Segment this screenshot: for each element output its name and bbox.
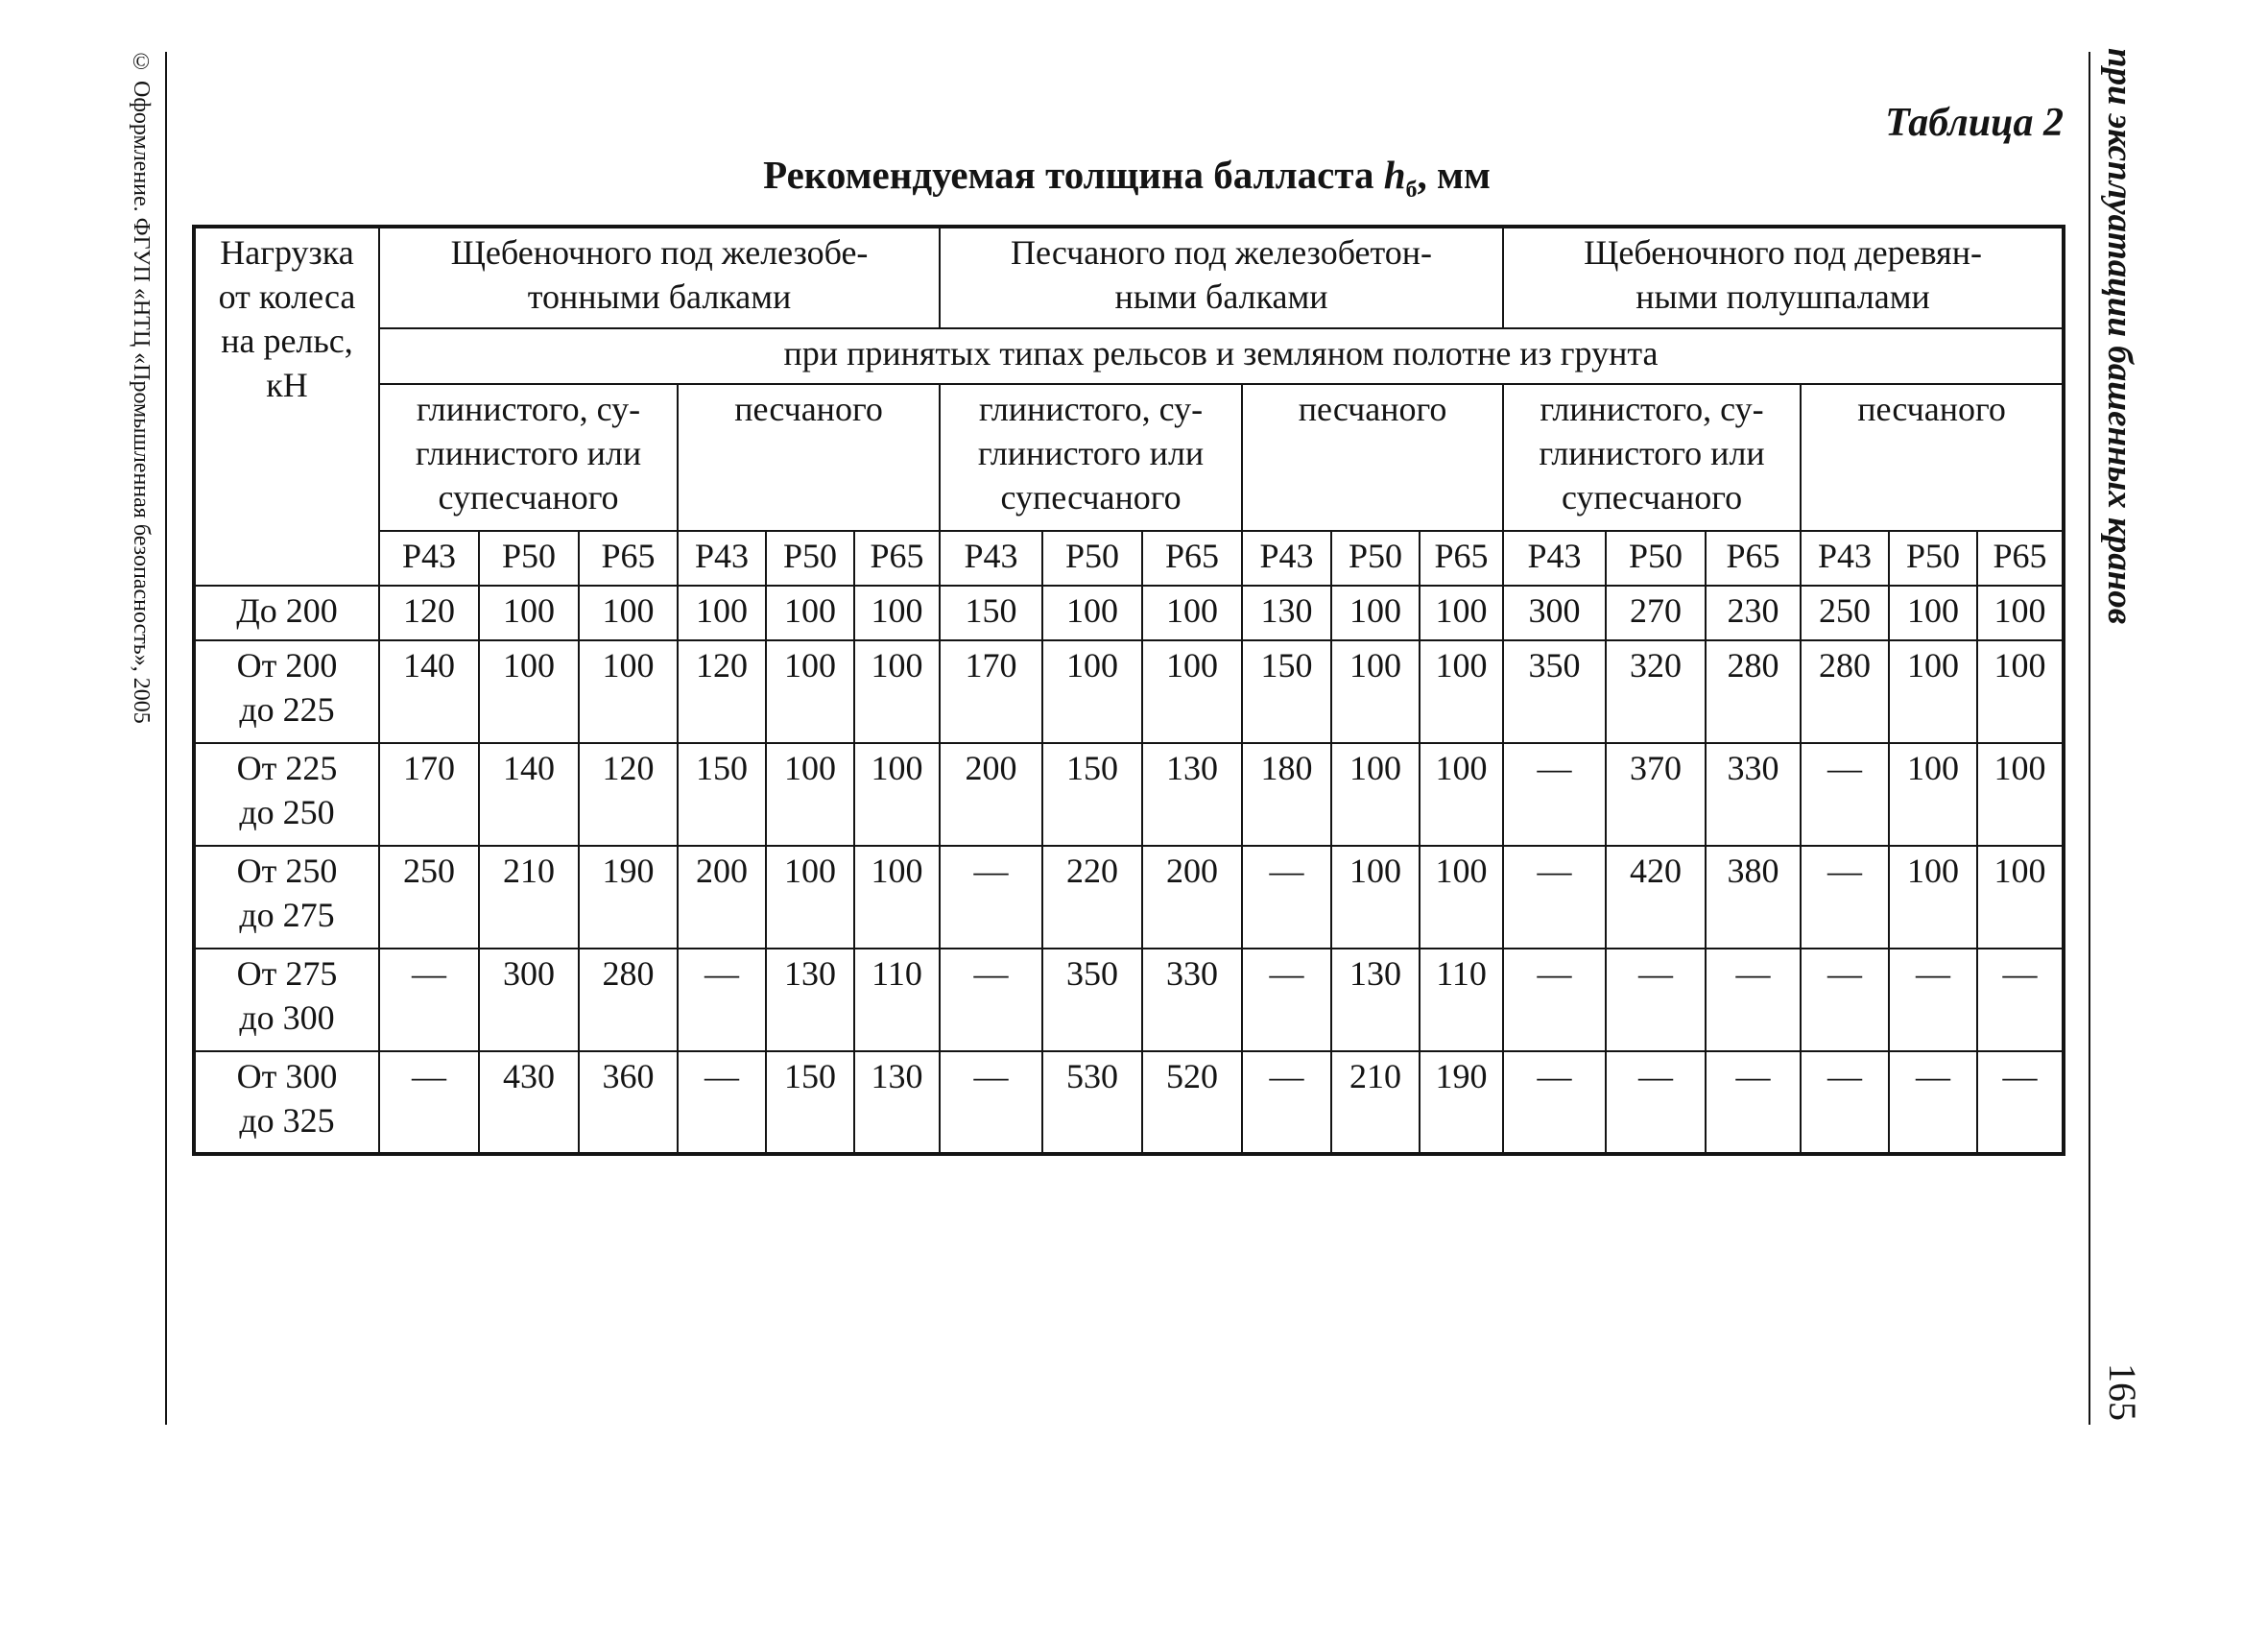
soil-header-line: глинистого, су- <box>978 390 1204 428</box>
table-title-symbol: h <box>1383 153 1406 197</box>
soil-header-line: песчаного <box>734 390 883 428</box>
thickness-value-cell: — <box>1801 949 1889 1051</box>
load-header-line: на рельс, <box>221 322 353 360</box>
thickness-value-cell: 100 <box>1331 846 1420 949</box>
thickness-value-cell: 100 <box>1889 743 1977 846</box>
thickness-value-cell: 280 <box>579 949 678 1051</box>
load-range-cell <box>194 1051 379 1154</box>
load-range-line: до 250 <box>239 793 335 831</box>
load-range-line: до 225 <box>239 690 335 729</box>
thickness-value-cell: — <box>1242 949 1331 1051</box>
thickness-value-cell: 140 <box>479 743 579 846</box>
thickness-value-cell: 100 <box>1042 586 1142 640</box>
right-margin-rule <box>2089 52 2090 1425</box>
thickness-value-cell: 280 <box>1706 640 1801 743</box>
group-header-line: ными балками <box>1114 277 1328 316</box>
group-header-line: тонными балками <box>527 277 792 316</box>
thickness-value-cell: — <box>678 1051 766 1154</box>
thickness-value-cell: 200 <box>940 743 1042 846</box>
thickness-value-cell: — <box>1801 1051 1889 1154</box>
thickness-value-cell: 330 <box>1706 743 1801 846</box>
rail-type-header: Р50 <box>766 531 854 586</box>
load-range-line: От 275 <box>236 954 338 993</box>
thickness-value-cell: 100 <box>1889 846 1977 949</box>
thickness-value-cell: 350 <box>1503 640 1606 743</box>
header-row-span <box>194 328 2064 384</box>
group-header-line: ными полушпалами <box>1635 277 1930 316</box>
thickness-value-cell: 330 <box>1142 949 1242 1051</box>
thickness-value-cell: 200 <box>678 846 766 949</box>
group-header-line: Щебеночного под деревян- <box>1584 233 1982 272</box>
soil-header-clay <box>940 384 1242 531</box>
load-range-line: До 200 <box>236 591 338 630</box>
soil-header-line: глинистого, су- <box>1540 390 1764 428</box>
table-row <box>194 846 2064 949</box>
rail-type-header: Р43 <box>1503 531 1606 586</box>
table-row <box>194 949 2064 1051</box>
thickness-value-cell: 530 <box>1042 1051 1142 1154</box>
thickness-value-cell: 100 <box>479 586 579 640</box>
thickness-value-cell: 140 <box>379 640 479 743</box>
rail-type-header: Р50 <box>1331 531 1420 586</box>
thickness-value-cell: 180 <box>1242 743 1331 846</box>
load-range-cell <box>194 949 379 1051</box>
rail-type-header: Р50 <box>1042 531 1142 586</box>
thickness-value-cell: 350 <box>1042 949 1142 1051</box>
rail-type-header: Р65 <box>579 531 678 586</box>
thickness-value-cell: 100 <box>1977 846 2064 949</box>
load-range-line: От 200 <box>236 646 338 685</box>
soil-header-line: песчаного <box>1857 390 2006 428</box>
load-header-line: кН <box>266 366 308 404</box>
thickness-value-cell: 370 <box>1606 743 1706 846</box>
thickness-value-cell: 100 <box>1331 640 1420 743</box>
soil-header-line: песчаного <box>1298 390 1447 428</box>
copyright-note: © Оформление. ФГУП «НТЦ «Промышленная безопасность», 2005 <box>129 50 154 724</box>
thickness-value-cell: 210 <box>479 846 579 949</box>
load-range-line: до 275 <box>239 896 335 934</box>
load-range-line: до 325 <box>239 1101 335 1140</box>
thickness-value-cell: 300 <box>479 949 579 1051</box>
rail-type-header: Р65 <box>854 531 940 586</box>
rail-soil-span-header: при принятых типах рельсов и земляном полотне из грунта <box>379 328 2064 384</box>
header-row-groups <box>194 227 2064 328</box>
table-row <box>194 743 2064 846</box>
thickness-value-cell: — <box>1503 743 1606 846</box>
thickness-value-cell: — <box>1242 846 1331 949</box>
thickness-value-cell: 100 <box>579 586 678 640</box>
rail-type-header: Р43 <box>1801 531 1889 586</box>
thickness-value-cell: — <box>940 1051 1042 1154</box>
thickness-value-cell: 120 <box>579 743 678 846</box>
thickness-value-cell: 130 <box>1242 586 1331 640</box>
thickness-value-cell: 150 <box>940 586 1042 640</box>
thickness-value-cell: 380 <box>1706 846 1801 949</box>
thickness-value-cell: — <box>1706 949 1801 1051</box>
header-row-soils <box>194 384 2064 531</box>
thickness-value-cell: 100 <box>766 846 854 949</box>
thickness-value-cell: 150 <box>678 743 766 846</box>
thickness-value-cell: 170 <box>379 743 479 846</box>
load-range-cell <box>194 846 379 949</box>
rail-type-header: Р50 <box>1889 531 1977 586</box>
table-title <box>192 152 2062 204</box>
thickness-value-cell: 360 <box>579 1051 678 1154</box>
thickness-value-cell: 210 <box>1331 1051 1420 1154</box>
thickness-value-cell: — <box>379 949 479 1051</box>
thickness-value-cell: 100 <box>579 640 678 743</box>
thickness-value-cell: — <box>1706 1051 1801 1154</box>
load-range-line: От 225 <box>236 749 338 787</box>
thickness-value-cell: 200 <box>1142 846 1242 949</box>
thickness-value-cell: 100 <box>854 846 940 949</box>
thickness-value-cell: 430 <box>479 1051 579 1154</box>
thickness-value-cell: — <box>1801 743 1889 846</box>
rail-type-header: Р43 <box>940 531 1042 586</box>
soil-header-sand <box>1801 384 2064 531</box>
thickness-value-cell: 520 <box>1142 1051 1242 1154</box>
thickness-value-cell: 100 <box>1042 640 1142 743</box>
soil-header-clay <box>379 384 678 531</box>
load-range-line: От 300 <box>236 1057 338 1095</box>
load-range-line: От 250 <box>236 852 338 890</box>
soil-header-sand <box>678 384 940 531</box>
rail-type-header: Р65 <box>1420 531 1503 586</box>
thickness-value-cell: — <box>940 846 1042 949</box>
thickness-value-cell: 100 <box>1420 743 1503 846</box>
thickness-value-cell: 220 <box>1042 846 1142 949</box>
rail-type-header: Р65 <box>1706 531 1801 586</box>
thickness-value-cell: 120 <box>678 640 766 743</box>
thickness-value-cell: 170 <box>940 640 1042 743</box>
load-range-cell <box>194 586 379 640</box>
thickness-value-cell: — <box>1503 949 1606 1051</box>
load-header-line: Нагрузка <box>220 233 354 272</box>
thickness-value-cell: 100 <box>1977 586 2064 640</box>
thickness-value-cell: 300 <box>1503 586 1606 640</box>
thickness-value-cell: — <box>1606 949 1706 1051</box>
thickness-value-cell: — <box>1977 1051 2064 1154</box>
thickness-value-cell: 100 <box>479 640 579 743</box>
load-range-line: до 300 <box>239 998 335 1037</box>
thickness-value-cell: 130 <box>1331 949 1420 1051</box>
thickness-value-cell: 100 <box>1420 640 1503 743</box>
thickness-value-cell: — <box>1977 949 2064 1051</box>
rail-type-header: Р43 <box>379 531 479 586</box>
rail-type-header: Р65 <box>1977 531 2064 586</box>
thickness-value-cell: 190 <box>579 846 678 949</box>
soil-header-sand <box>1242 384 1503 531</box>
thickness-value-cell: 100 <box>854 640 940 743</box>
group-header-sand-concrete <box>940 227 1503 328</box>
thickness-value-cell: 110 <box>1420 949 1503 1051</box>
load-header <box>194 227 379 586</box>
thickness-value-cell: 130 <box>1142 743 1242 846</box>
soil-header-line: супесчаного <box>438 478 619 517</box>
thickness-value-cell: 130 <box>766 949 854 1051</box>
soil-header-line: глинистого, су- <box>416 390 641 428</box>
table-title-unit: , мм <box>1417 153 1491 197</box>
thickness-value-cell: 100 <box>1889 640 1977 743</box>
rail-type-header: Р43 <box>1242 531 1331 586</box>
thickness-value-cell: — <box>1606 1051 1706 1154</box>
thickness-value-cell: 100 <box>1331 586 1420 640</box>
group-header-line: Щебеночного под железобе- <box>450 233 869 272</box>
load-range-cell <box>194 640 379 743</box>
thickness-value-cell: 100 <box>854 743 940 846</box>
thickness-value-cell: 100 <box>766 743 854 846</box>
thickness-value-cell: — <box>1242 1051 1331 1154</box>
thickness-value-cell: 110 <box>854 949 940 1051</box>
thickness-value-cell: 100 <box>1142 586 1242 640</box>
soil-header-line: супесчаного <box>1000 478 1182 517</box>
thickness-value-cell: 100 <box>1420 846 1503 949</box>
soil-header-line: супесчаного <box>1561 478 1743 517</box>
left-margin-rule <box>165 52 167 1425</box>
thickness-value-cell: — <box>1503 1051 1606 1154</box>
soil-header-line: глинистого или <box>977 434 1205 472</box>
thickness-value-cell: 100 <box>766 586 854 640</box>
thickness-value-cell: 190 <box>1420 1051 1503 1154</box>
load-header-line: от колеса <box>218 277 356 316</box>
thickness-value-cell: 100 <box>854 586 940 640</box>
thickness-value-cell: 250 <box>1801 586 1889 640</box>
thickness-value-cell: 150 <box>1042 743 1142 846</box>
table-title-subscript: б <box>1405 178 1418 204</box>
thickness-value-cell: 420 <box>1606 846 1706 949</box>
thickness-value-cell: — <box>678 949 766 1051</box>
thickness-value-cell: — <box>1503 846 1606 949</box>
thickness-value-cell: 100 <box>1420 586 1503 640</box>
header-row-rail-types <box>194 531 2064 586</box>
rail-type-header: Р65 <box>1142 531 1242 586</box>
thickness-value-cell: 150 <box>766 1051 854 1154</box>
thickness-value-cell: 100 <box>1331 743 1420 846</box>
table-body <box>194 586 2064 1154</box>
thickness-value-cell: — <box>940 949 1042 1051</box>
thickness-value-cell: — <box>1801 846 1889 949</box>
thickness-value-cell: 230 <box>1706 586 1801 640</box>
soil-header-line: глинистого или <box>1539 434 1765 472</box>
load-range-cell <box>194 743 379 846</box>
thickness-value-cell: 100 <box>678 586 766 640</box>
running-title: при эксплуатации башенных кранов <box>2100 48 2139 625</box>
group-header-crushed-stone-concrete <box>379 227 940 328</box>
thickness-value-cell: 100 <box>1977 640 2064 743</box>
thickness-value-cell: 150 <box>1242 640 1331 743</box>
table-row <box>194 1051 2064 1154</box>
thickness-value-cell: 100 <box>1142 640 1242 743</box>
group-header-crushed-stone-wooden <box>1503 227 2064 328</box>
thickness-value-cell: — <box>1889 1051 1977 1154</box>
rail-type-header: Р43 <box>678 531 766 586</box>
thickness-value-cell: 270 <box>1606 586 1706 640</box>
thickness-value-cell: — <box>379 1051 479 1154</box>
thickness-value-cell: 320 <box>1606 640 1706 743</box>
ballast-thickness-table <box>192 225 2065 1156</box>
soil-header-line: глинистого или <box>415 434 642 472</box>
thickness-value-cell: 280 <box>1801 640 1889 743</box>
thickness-value-cell: 100 <box>766 640 854 743</box>
thickness-value-cell: 100 <box>1889 586 1977 640</box>
thickness-value-cell: 120 <box>379 586 479 640</box>
thickness-value-cell: 250 <box>379 846 479 949</box>
group-header-line: Песчаного под железобетон- <box>1011 233 1433 272</box>
soil-header-clay <box>1503 384 1801 531</box>
thickness-value-cell: 100 <box>1977 743 2064 846</box>
table-title-text: Рекомендуемая толщина балласта <box>763 153 1384 197</box>
rail-type-header: Р50 <box>1606 531 1706 586</box>
table-label: Таблица 2 <box>1885 101 2064 145</box>
thickness-value-cell: — <box>1889 949 1977 1051</box>
thickness-value-cell: 130 <box>854 1051 940 1154</box>
table-row <box>194 586 2064 640</box>
rail-type-header: Р50 <box>479 531 579 586</box>
page-number: 165 <box>2101 1363 2144 1421</box>
table-row <box>194 640 2064 743</box>
